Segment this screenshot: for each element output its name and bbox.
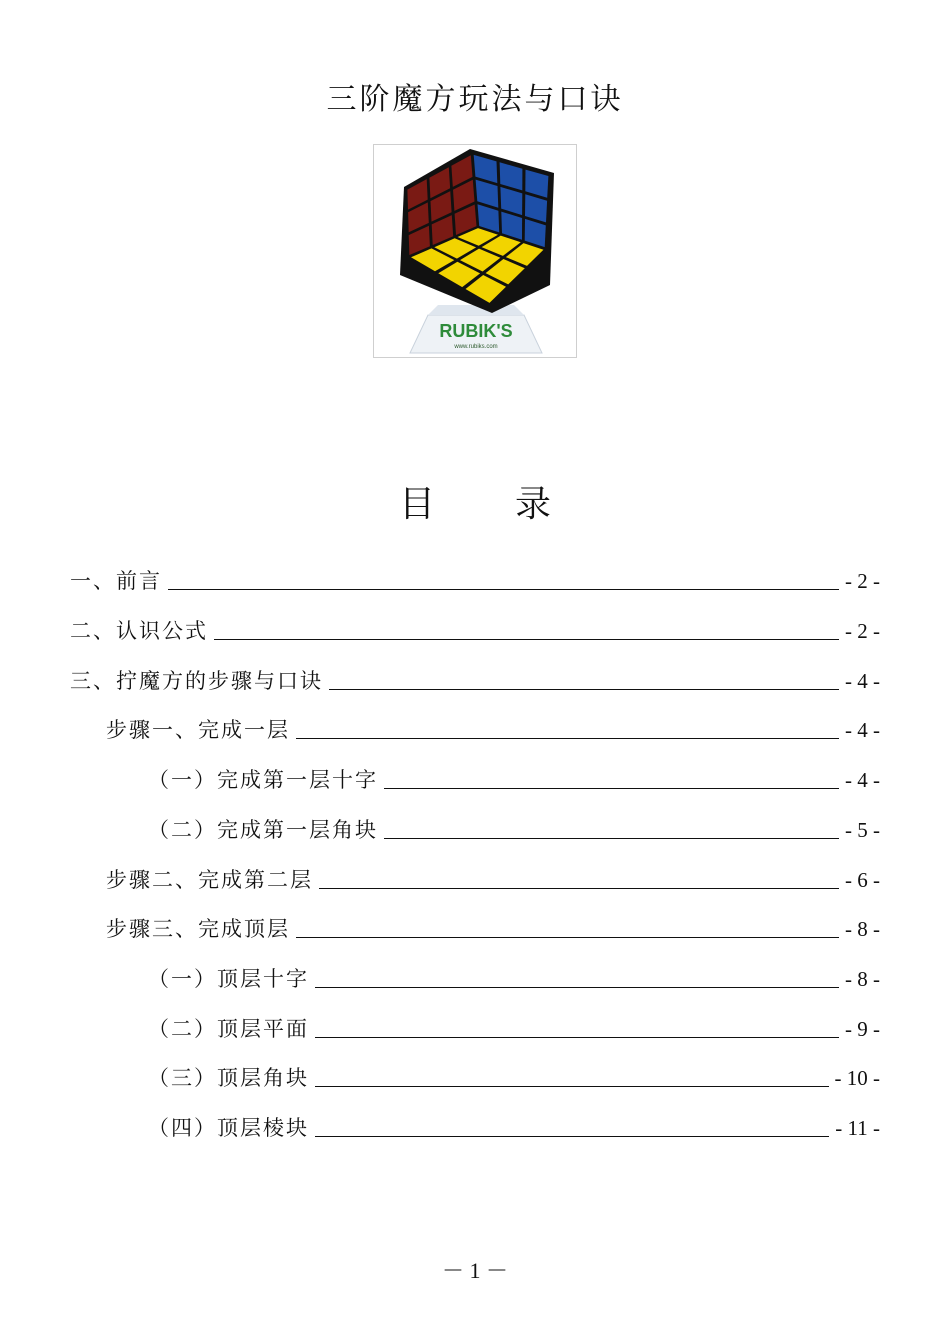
toc-entry-page: - 4 -: [845, 768, 880, 792]
toc-leader-line: [384, 837, 839, 839]
toc-leader-line: [315, 986, 839, 988]
toc-leader-line: [168, 588, 839, 590]
toc-entry[interactable]: [148, 765, 880, 795]
toc-entry-page: - 5 -: [845, 818, 880, 842]
toc-entry[interactable]: [70, 616, 880, 646]
toc-entry[interactable]: [148, 815, 880, 845]
toc-entry-page: - 4 -: [845, 669, 880, 693]
toc-entry-label: 步骤一、完成一层: [106, 718, 290, 742]
toc-entry-label: 步骤三、完成顶层: [106, 917, 290, 941]
toc-entry-page: - 10 -: [834, 1066, 880, 1090]
toc-entry-label: （三）顶层角块: [148, 1066, 309, 1090]
toc-entry-label: 二、认识公式: [70, 619, 208, 643]
toc-entry-label: 步骤二、完成第二层: [106, 868, 313, 892]
toc-leader-line: [296, 737, 839, 739]
toc-entry-page: - 2 -: [845, 619, 880, 643]
toc-entry-page: - 2 -: [845, 569, 880, 593]
cube-body: [400, 149, 554, 313]
toc-entry-label: （二）完成第一层角块: [148, 818, 378, 842]
toc-entry[interactable]: [148, 1014, 880, 1044]
toc-leader-line: [296, 936, 839, 938]
toc-entry-label: （四）顶层棱块: [148, 1116, 309, 1140]
toc-entry-label: 一、前言: [70, 569, 162, 593]
toc-leader-line: [384, 787, 839, 789]
cube-stand-top: [428, 305, 524, 315]
toc-entry[interactable]: [106, 914, 880, 944]
toc-leader-line: [329, 688, 839, 690]
toc-entry[interactable]: [148, 1063, 880, 1093]
toc-entry-page: - 8 -: [845, 967, 880, 991]
toc-entry-page: - 9 -: [845, 1017, 880, 1041]
rubiks-logo: RUBIK'S: [439, 321, 513, 341]
toc-entry-page: - 11 -: [835, 1116, 880, 1140]
toc-entry-page: - 4 -: [845, 718, 880, 742]
rubiks-url: www.rubiks.com: [454, 344, 498, 350]
toc-entry[interactable]: [148, 1113, 880, 1143]
document-title: 三阶魔方玩法与口诀: [326, 82, 624, 117]
rubiks-cube-image: [373, 144, 577, 358]
toc-leader-line: [214, 638, 839, 640]
toc-entry-label: （二）顶层平面: [148, 1017, 309, 1041]
rubiks-cube-illustration: [374, 145, 576, 357]
toc-entry[interactable]: [70, 566, 880, 596]
toc-leader-line: [315, 1085, 829, 1087]
toc-entry-label: （一）完成第一层十字: [148, 768, 378, 792]
toc-heading-right: 录: [515, 484, 552, 525]
toc-entry-label: 三、拧魔方的步骤与口诀: [70, 669, 323, 693]
page-number: － 1 －: [441, 1258, 508, 1283]
toc-entry-page: - 8 -: [845, 917, 880, 941]
toc-leader-line: [315, 1036, 839, 1038]
toc-entry-page: - 6 -: [845, 868, 880, 892]
toc-entry[interactable]: [106, 715, 880, 745]
toc-heading: [0, 482, 950, 528]
toc-heading-left: 目: [398, 484, 435, 525]
toc-leader-line: [315, 1135, 829, 1137]
toc-entry[interactable]: [106, 865, 880, 895]
toc-entry-label: （一）顶层十字: [148, 967, 309, 991]
toc-leader-line: [319, 887, 839, 889]
toc-entry[interactable]: [70, 666, 880, 696]
toc-entry[interactable]: [148, 964, 880, 994]
